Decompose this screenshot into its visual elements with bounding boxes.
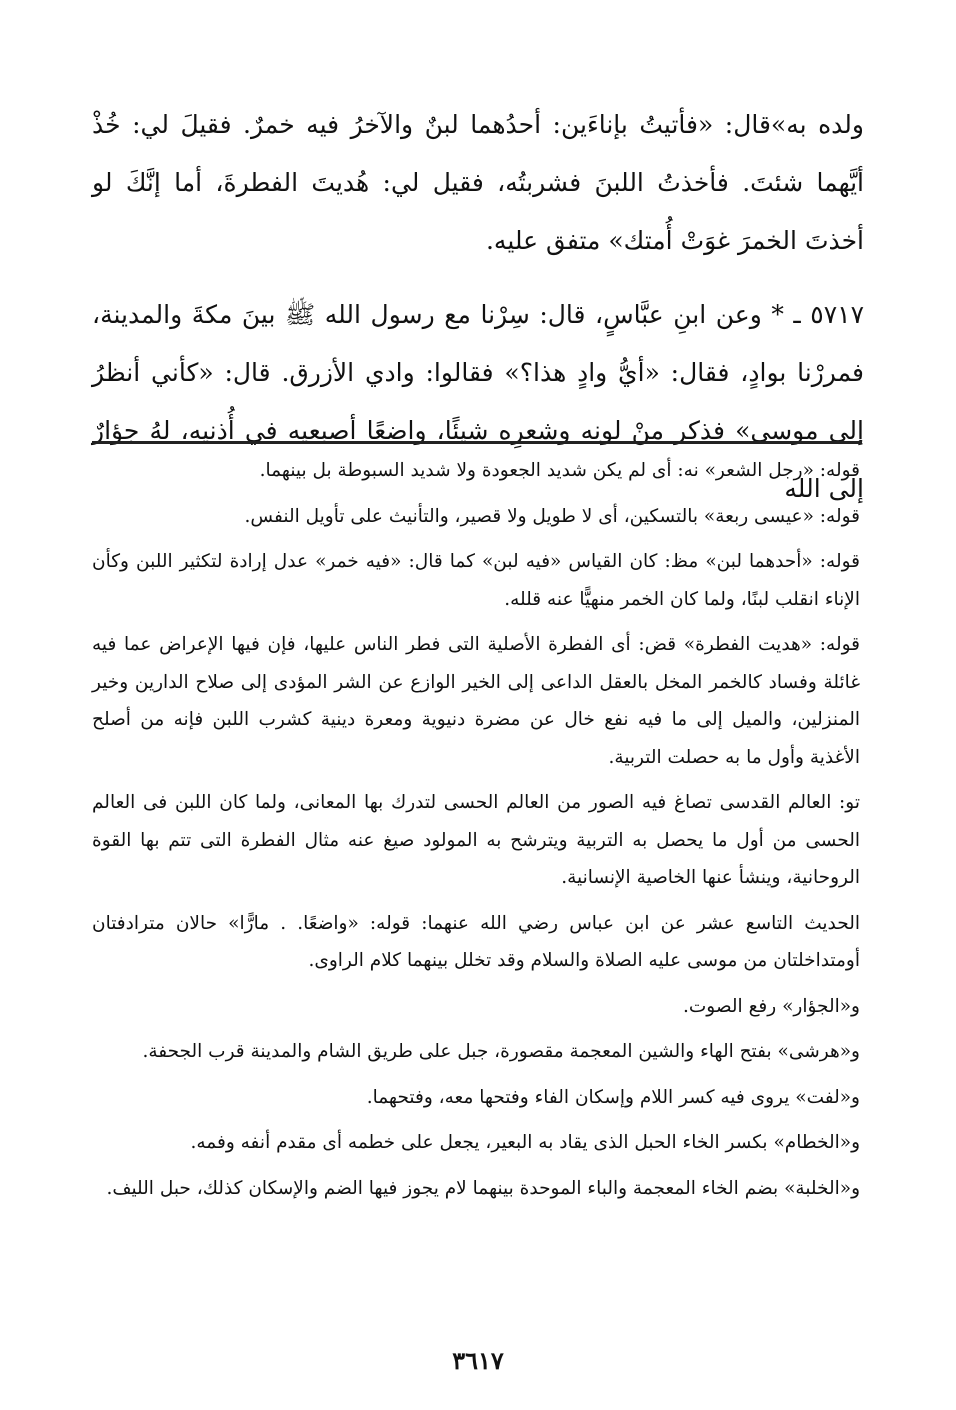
note-item: و«الخطام» بكسر الخاء الحبل الذى يقاد به البعير، يجعل على خطمه أى مقدم أنفه وفمه. — [190, 1132, 860, 1153]
note-item: الحديث التاسع عشر عن ابن عباس رضي الله عنهما: قوله: «واضعًا. . مارًّا» حالان مترادفتان أومتداخلتان من موسى عليه الصلاة والسلام وقد تخلل بينهما كلام الراوى. — [92, 912, 860, 971]
hadith-continuation: ولده به»قال: «فأتيتُ بإناءَين: أحدُهما لبنٌ والآخرُ فيه خمرٌ. فقيلَ لي: خُذْ أيَّهما شئتَ. فأخذتُ اللبنَ فشربتُه، فقيل لي: هُديتَ الفطرةَ، أما إنَّكَ لو أخذتَ الخمرَ غوَتْ أُمتك» متفق عليه. — [92, 110, 864, 255]
note-item: و«الخلبة» بضم الخاء المعجمة والباء الموحدة بينهما لام يجوز فيها الضم والإسكان كذلك، حبل الليف. — [106, 1177, 860, 1199]
note-item: و«الجؤار» رفع الصوت. — [683, 995, 860, 1017]
note-item: قوله: «رجل الشعر» نه: أى لم يكن شديد الجعودة ولا شديد السبوطة بل بينهما. — [259, 460, 860, 481]
note-item: قوله: «عيسى ربعة» بالتسكين، أى لا طويل ولا قصير، والتأنيث على تأويل النفس. — [244, 505, 860, 527]
hadith-5717: ٥٧١٧ ـ * وعن ابنِ عبَّاسٍ، قال: سِرْنا مع رسول الله ﷺ بينَ مكةَ والمدينة، فمررْنا بوادٍ، فقال: «أيُّ وادٍ هذا؟» فقالوا: وادي الأزرق. قال: «كأني أنظرُ إلى موسى» فذكر منْ لونِه وشعرِه شيئًا، واضعًا أصبعيه في أُذنيه، لهُ جؤارٌ إلى الله — [92, 300, 864, 503]
note-item: و«هرشى» بفتح الهاء والشين المعجمة مقصورة، جبل على طريق الشام والمدينة قرب الجحفة. — [142, 1041, 860, 1062]
note-item: قوله: «أحدهما لبن» مظ: كان القياس «فيه لبن» كما قال: «فيه خمر» عدل إرادة لتكثير اللبن وكأن الإناء انقلب لبنًا، ولما كان الخمر منهيًّا عنه قلله. — [92, 551, 860, 610]
note-item: تو: العالم القدسى تصاغ فيه الصور من العالم الحسى لتدرك بها المعانى، ولما كان اللبن فى العالم الحسى من أول ما يحصل به التربية ويترشح به المولود صيغ عنه مثال الفطرة التى تتم بها القوة الروحانية، وينشأ عنها الخاصية الإنسانية. — [92, 792, 860, 888]
note-item: و«لفت» يروى فيه كسر اللام وإسكان الفاء وفتحها معه، وفتحهما. — [366, 1086, 860, 1108]
commentary-notes — [92, 452, 864, 1215]
page-number: ٣٦١٧ — [452, 1346, 504, 1375]
note-item: قوله: «هديت الفطرة» قض: أى الفطرة الأصلية التى فطر الناس عليها، فإن فيها الإعراض عما فيه غائلة وفساد كالخمر المخل بالعقل الداعى إلى الخير الوازع عن الشر المؤدى إلى صلاح الدارين وخير المنزلين، والميل إلى ما فيه نفع خال عن مضرة دنيوية ومعرة دينية كشرب اللبن فإنه من أصلح الأغذية وأول ما به حصلت التربية. — [92, 634, 860, 768]
footnote-separator — [92, 441, 862, 444]
